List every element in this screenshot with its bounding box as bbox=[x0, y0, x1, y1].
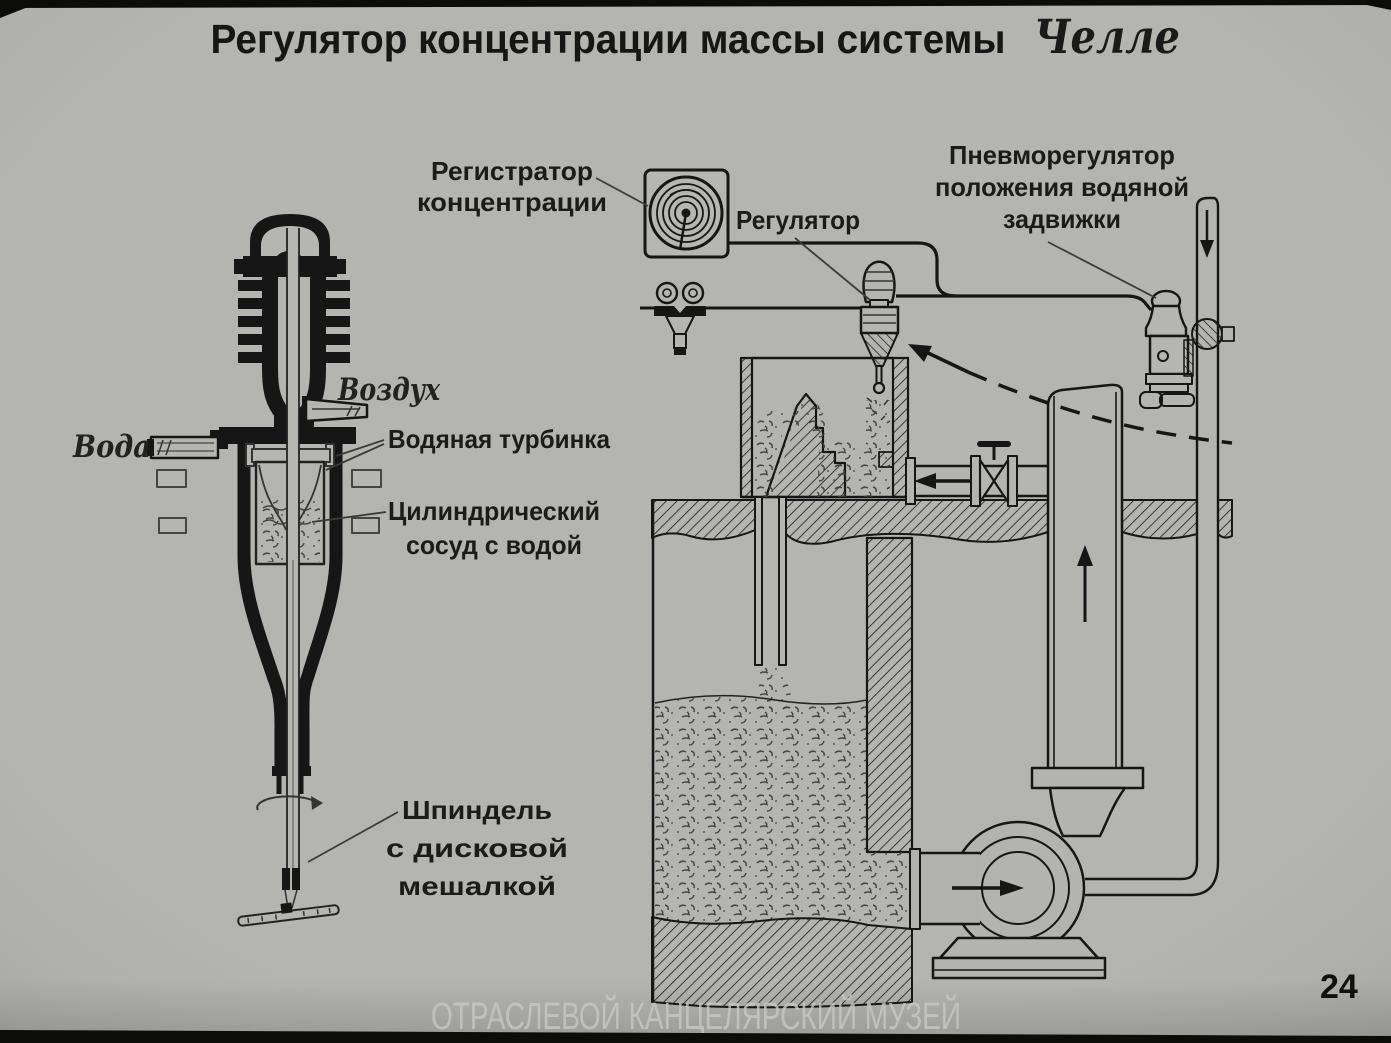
label-air: Воздух bbox=[337, 372, 441, 408]
concentration-recorder bbox=[645, 170, 728, 257]
slide-title: Регулятор концентрации массы системы bbox=[210, 16, 1006, 62]
label-spindle-line1: Шпиндель bbox=[402, 795, 552, 825]
label-pneumo-line1: Пневморегулятор bbox=[949, 140, 1175, 170]
actuator-rack bbox=[1184, 340, 1193, 376]
label-recorder-line2: концентрации bbox=[417, 187, 607, 217]
label-spindle-line3: мешалкой bbox=[398, 871, 556, 901]
sensor-tip bbox=[874, 383, 884, 393]
chest-outlet-pulp bbox=[867, 852, 912, 926]
watermark-text: ОТРАСЛЕВОЙ КАНЦЕЛЯРСКИЙ МУЗЕЙ bbox=[431, 996, 1151, 1038]
pump-flange bbox=[1032, 768, 1143, 788]
label-recorder-line1: Регистратор bbox=[431, 156, 593, 186]
label-regulator: Регулятор bbox=[736, 205, 860, 235]
label-spindle-line2: с дисковой bbox=[386, 833, 568, 863]
label-turbine: Водяная турбинка bbox=[388, 424, 611, 454]
frame-number: 24 bbox=[1320, 968, 1358, 1006]
label-pneumo-line3: задвижки bbox=[1003, 204, 1121, 234]
pump-base bbox=[933, 938, 1105, 978]
label-pneumo-line2: положения водяной bbox=[935, 172, 1189, 202]
slide-title-system: Челле bbox=[1034, 10, 1180, 65]
label-water: Вода bbox=[72, 429, 151, 465]
valve-handle bbox=[977, 441, 1011, 447]
label-vessel-line2: сосуд с водой bbox=[406, 530, 582, 560]
headbox-left-wall bbox=[741, 358, 752, 497]
chest-bottom bbox=[652, 917, 912, 1007]
chest-pulp bbox=[655, 697, 867, 926]
label-vessel-line1: Цилиндрический bbox=[388, 496, 600, 526]
water-nozzle bbox=[147, 437, 218, 458]
chest-right-wall bbox=[867, 538, 912, 852]
